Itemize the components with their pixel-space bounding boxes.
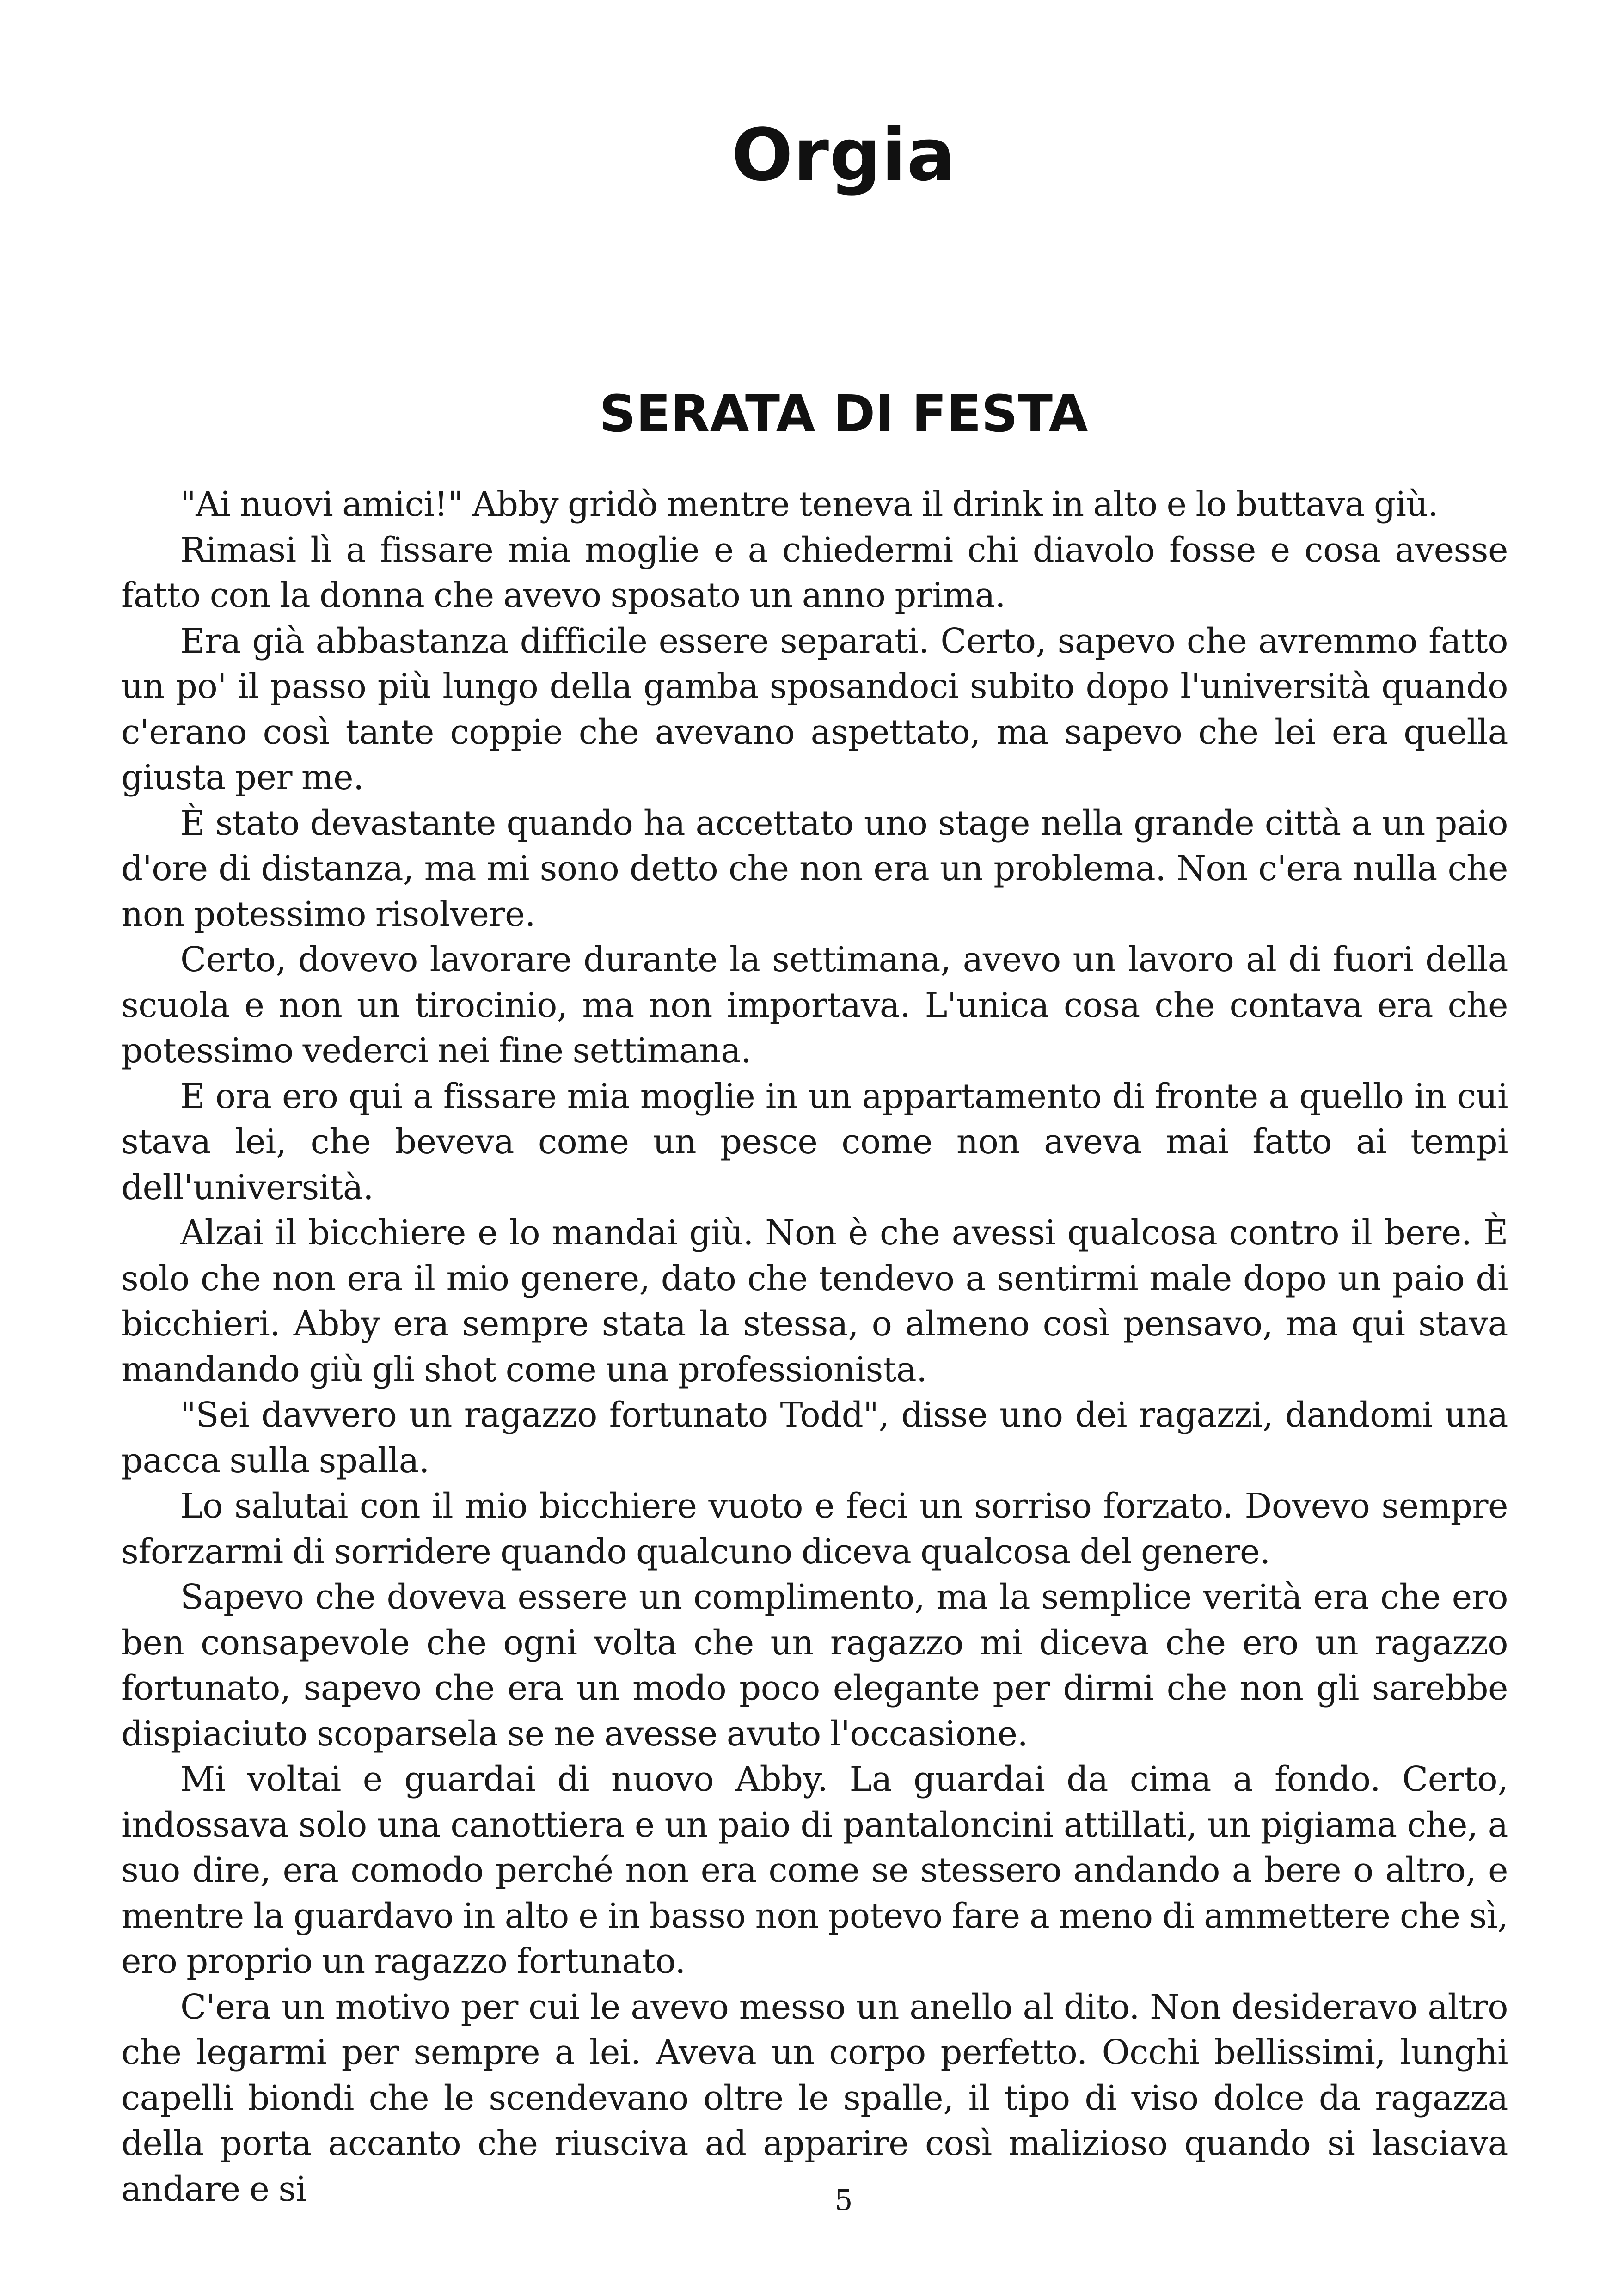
paragraph: "Sei davvero un ragazzo fortunato Todd", disse uno dei ragazzi, dandomi una pacca sulla spalla. <box>121 1396 1508 1481</box>
paragraph: È stato devastante quando ha accettato uno stage nella grande città a un paio d'ore di distanza, ma mi sono detto che non era un problema. Non c'era nulla che non potessimo risolvere. <box>121 803 1508 934</box>
paragraph: C'era un motivo per cui le avevo messo un anello al dito. Non desideravo altro che legarmi per sempre a lei. Aveva un corpo perfetto. Occhi bellissimi, lunghi capelli biondi che le scendevano oltre le spalle, il tipo di viso dolce da ragazza della porta accanto che riusciva ad apparire così malizioso quando si lasciava andare e si <box>121 1987 1508 2209</box>
paragraph: Rimasi lì a fissare mia moglie e a chiedermi chi diavolo fosse e cosa avesse fatto con la donna che avevo sposato un anno prima. <box>121 530 1508 615</box>
page-number: 5 <box>834 2183 853 2217</box>
paragraph: Sapevo che doveva essere un complimento, ma la semplice verità era che ero ben consapevole che ogni volta che un ragazzo mi diceva che ero un ragazzo fortunato, sapevo che era un modo poco elegante per dirmi che non gli sarebbe dispiaciuto scoparsela se ne avesse avuto l'occasione. <box>121 1578 1508 1754</box>
paragraph: "Ai nuovi amici!" Abby gridò mentre teneva il drink in alto e lo buttava giù. <box>180 485 1439 524</box>
book-title: Orgia <box>731 113 956 197</box>
paragraph: E ora ero qui a fissare mia moglie in un appartamento di fronte a quello in cui stava lei, che beveva come un pesce come non aveva mai fatto ai tempi dell'università. <box>121 1077 1508 1207</box>
paragraph: Certo, dovevo lavorare durante la settimana, avevo un lavoro al di fuori della scuola e non un tirocinio, ma non importava. L'unica cosa che contava era che potessimo vederci nei fine settimana. <box>121 940 1508 1071</box>
paragraph: Era già abbastanza difficile essere separati. Certo, sapevo che avremmo fatto un po' il passo più lungo della gamba sposandoci subito dopo l'università quando c'erano così tante coppie che avevano aspettato, ma sapevo che lei era quella giusta per me. <box>121 621 1508 797</box>
chapter-title: SERATA DI FESTA <box>599 384 1088 443</box>
paragraph: Lo salutai con il mio bicchiere vuoto e feci un sorriso forzato. Dovevo sempre sforzarmi di sorridere quando qualcuno diceva qualcosa del genere. <box>121 1487 1508 1572</box>
chapter-body <box>121 482 1508 2212</box>
paragraph: Alzai il bicchiere e lo mandai giù. Non è che avessi qualcosa contro il bere. È solo che non era il mio genere, dato che tendevo a sentirmi male dopo un paio di bicchieri. Abby era sempre stata la stessa, o almeno così pensavo, ma qui stava mandando giù gli shot come una professionista. <box>121 1213 1508 1390</box>
paragraph: Mi voltai e guardai di nuovo Abby. La guardai da cima a fondo. Certo, indossava solo una canottiera e un paio di pantaloncini attillati, un pigiama che, a suo dire, era comodo perché non era come se stessero andando a bere o altro, e mentre la guardavo in alto e in basso non potevo fare a meno di ammettere che sì, ero proprio un ragazzo fortunato. <box>121 1760 1508 1981</box>
